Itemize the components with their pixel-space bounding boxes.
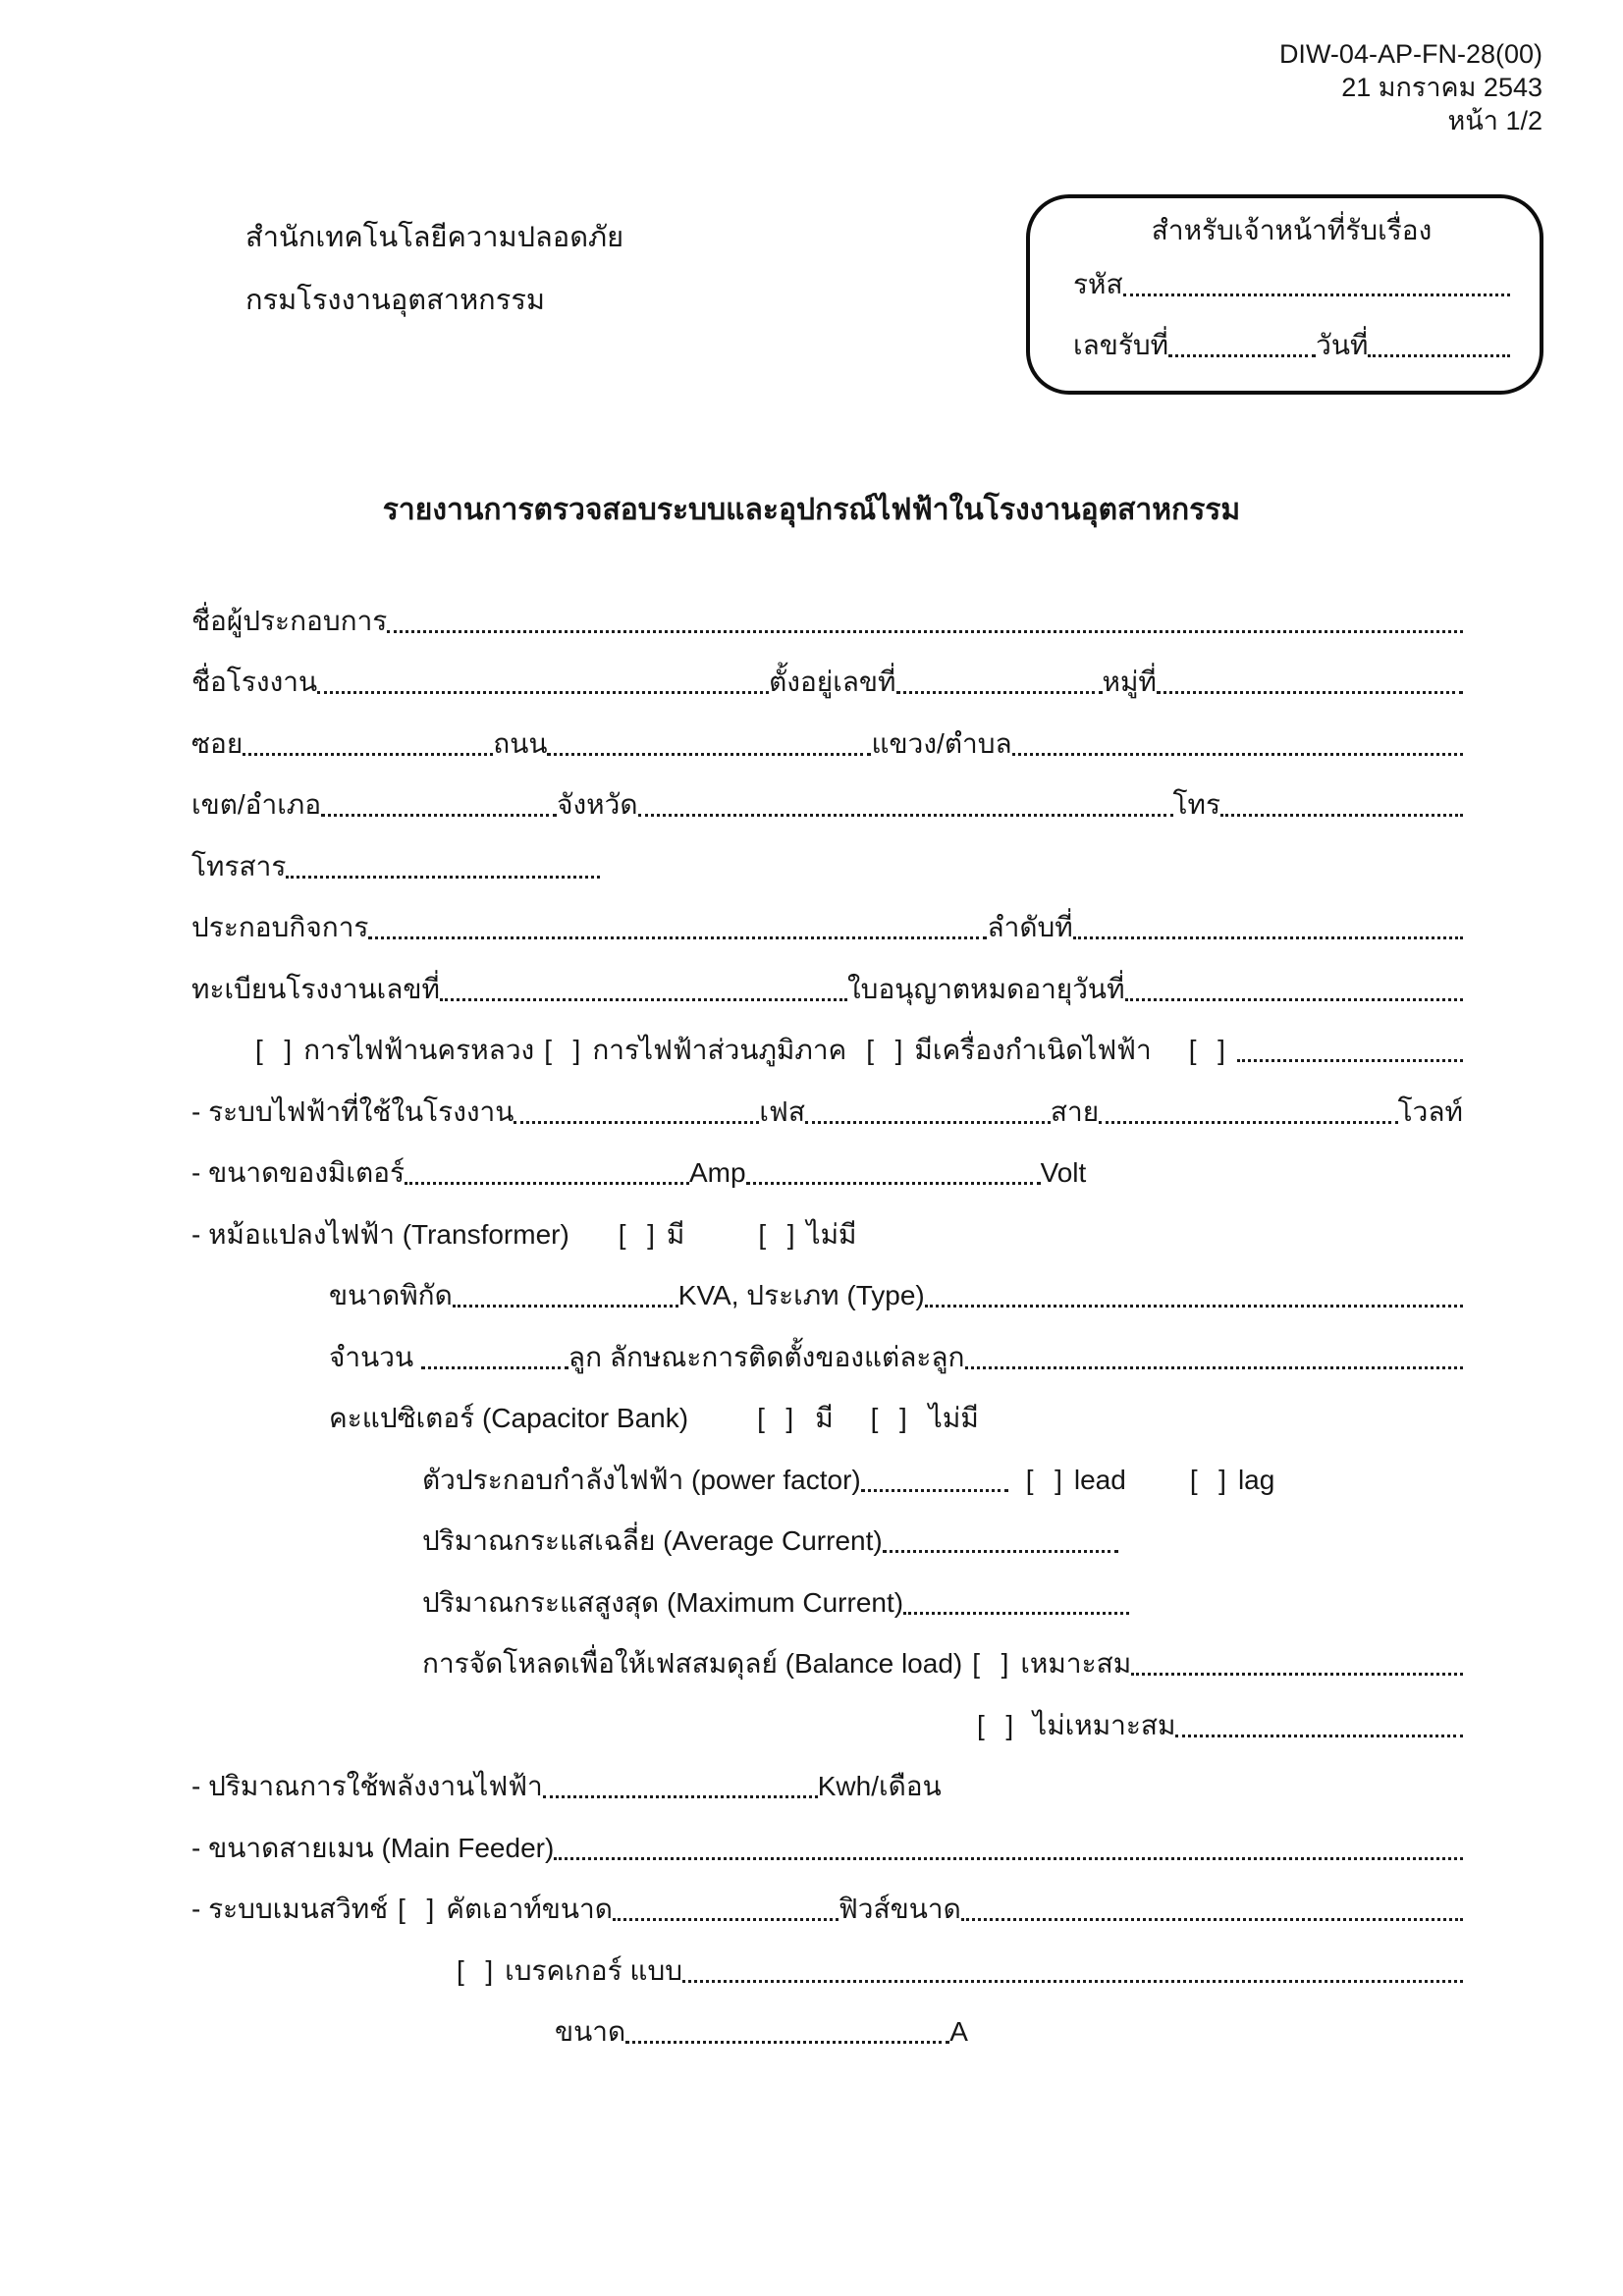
soi-road-subdistrict-label: แขวง/ตำบล [871,727,1012,759]
balance-load-appropriate [0,1630,1623,1692]
factory-electrical-system-label: โวลท์ [1397,1095,1463,1127]
meter-size [0,1140,1623,1201]
balance-load-appropriate-checkbox[interactable]: [ ] [972,1648,1011,1679]
balance-load-inappropriate-blank[interactable] [1175,1735,1463,1737]
soi-road-subdistrict-blank[interactable] [243,753,493,756]
maximum-current-blank[interactable] [903,1612,1129,1615]
main-switch-breaker-blank[interactable] [682,1980,1463,1983]
main-feeder-size-label: - ขนาดสายเมน (Main Feeder) [191,1832,555,1863]
spacer [1152,1077,1179,1078]
power-factor-blank[interactable] [861,1489,1008,1492]
transformer-label: - หม้อแปลงไฟฟ้า (Transformer) [191,1218,569,1250]
official-code-line [1073,251,1510,312]
power-source-checkboxes-checkbox[interactable]: [ ] [255,1035,295,1065]
capacitor-bank [0,1385,1623,1447]
transformer-quantity-label: จำนวน [329,1341,421,1372]
main-feeder-size-blank[interactable] [554,1857,1463,1860]
main-switch-cutout-blank[interactable] [961,1918,1463,1921]
transformer-label: ไม่มี [806,1218,857,1250]
breaker-size-label: ขนาด [555,2016,626,2047]
org-block [245,206,623,332]
factory-name-address-blank[interactable] [317,691,769,694]
code-blank[interactable] [1123,294,1510,296]
transformer-rating-blank[interactable] [925,1305,1463,1308]
main-switch-cutout-label: ฟิวส์ขนาด [838,1894,961,1924]
main-feeder-size [0,1814,1623,1876]
transformer-rating [0,1262,1623,1324]
soi-road-subdistrict-blank[interactable] [1012,753,1463,756]
transformer-label: มี [666,1218,685,1250]
operator-name-blank[interactable] [387,630,1463,633]
spacer [1126,1507,1180,1508]
factory-name-address-blank[interactable] [1157,691,1463,694]
main-switch-cutout-checkbox[interactable]: [ ] [398,1894,437,1924]
operator-name-label: ชื่อผู้ประกอบการ [191,605,388,636]
energy-consumption-blank[interactable] [543,1795,818,1798]
power-source-checkboxes-blank[interactable] [1237,1059,1463,1062]
transformer-quantity [0,1323,1623,1385]
district-province-phone-blank[interactable] [321,814,557,817]
receipt-no-blank[interactable] [1168,354,1316,357]
meter-size-blank[interactable] [746,1182,1041,1185]
main-switch-breaker [0,1937,1623,1999]
factory-electrical-system-label: เฟส [759,1095,805,1127]
power-factor-label: lead [1073,1464,1126,1495]
official-use-box [1026,194,1543,395]
receipt-date-label: วันที่ [1316,330,1369,360]
power-factor [0,1446,1623,1508]
meter-size-blank[interactable] [405,1182,689,1185]
meter-size-label: Volt [1040,1157,1087,1188]
factory-electrical-system [0,1078,1623,1140]
breaker-size-label: A [949,2016,968,2047]
balance-load-inappropriate-label: ไม่เหมาะสม [1033,1709,1176,1740]
receipt-date-blank[interactable] [1368,354,1510,357]
factory-electrical-system-blank[interactable] [1099,1121,1397,1124]
soi-road-subdistrict-label: ซอย [191,727,243,759]
spacer [688,1445,747,1446]
meter-size-label: - ขนาดของมิเตอร์ [191,1157,405,1188]
district-province-phone-blank[interactable] [1220,814,1463,817]
power-source-checkboxes-label: การไฟฟ้าส่วนภูมิภาค [592,1035,847,1065]
code-label: รหัส [1073,269,1123,299]
factory-name-address-label: ตั้งอยู่เลขที่ [769,667,896,697]
balance-load-appropriate-label: เหมาะสม [1020,1648,1132,1679]
average-current-blank[interactable] [883,1550,1118,1553]
factory-registration [0,955,1623,1017]
capacitor-bank-checkbox[interactable]: [ ] [757,1403,796,1433]
transformer-checkbox[interactable]: [ ] [618,1218,657,1250]
document-date: 21 มกราคม 2543 [1341,73,1542,102]
spacer [805,1445,815,1446]
spacer [846,1077,856,1078]
factory-electrical-system-label: สาย [1050,1095,1100,1127]
power-source-checkboxes [0,1017,1623,1079]
power-factor-label: lag [1237,1464,1275,1495]
document-header-meta [1279,37,1542,137]
district-province-phone [0,772,1623,833]
factory-electrical-system-blank[interactable] [514,1121,759,1124]
balance-load-appropriate-label: การจัดโหลดเพื่อให้เฟสสมดุลย์ (Balance load) [422,1648,963,1679]
balance-load-inappropriate [0,1691,1623,1753]
fax-number-blank[interactable] [286,876,600,879]
power-source-checkboxes-checkbox[interactable]: [ ] [1188,1035,1227,1065]
breaker-size-blank[interactable] [625,2041,949,2044]
factory-name-address-label: หมู่ที่ [1102,667,1157,697]
power-factor-checkbox[interactable]: [ ] [1025,1464,1064,1495]
breaker-size [0,1999,1623,2060]
official-receipt-line [1073,312,1510,373]
transformer-rating-label: ขนาดพิกัด [329,1280,453,1310]
business-type-label: ประกอบกิจการ [191,912,369,942]
district-province-phone-blank[interactable] [638,814,1173,817]
balance-load-appropriate-blank[interactable] [1131,1673,1463,1676]
operator-name [0,587,1623,649]
capacitor-bank-checkbox[interactable]: [ ] [870,1403,909,1433]
average-current [0,1508,1623,1570]
meter-size-label: Amp [689,1157,746,1188]
soi-road-subdistrict [0,710,1623,772]
energy-consumption [0,1753,1623,1815]
form-lines [0,587,1623,2059]
factory-registration-label: ใบอนุญาตหมดอายุวันที่ [847,973,1125,1004]
transformer-rating-label: KVA, ประเภท (Type) [677,1280,925,1310]
transformer-quantity-blank[interactable] [965,1366,1463,1369]
district-province-phone-label: เขต/อำเภอ [191,789,322,820]
spacer [569,1261,609,1262]
factory-name-address-blank[interactable] [896,691,1103,694]
document-code: DIW-04-AP-FN-28(00) [1278,39,1542,69]
spacer [1025,1752,1033,1753]
transformer-quantity-blank[interactable] [421,1366,568,1369]
main-switch-cutout-label: - ระบบเมนสวิทช์ [191,1894,389,1924]
power-factor-checkbox[interactable]: [ ] [1189,1464,1228,1495]
capacitor-bank-label: ไม่มี [928,1403,979,1433]
energy-consumption-label: Kwh/เดือน [817,1771,942,1801]
factory-registration-label: ทะเบียนโรงงานเลขที่ [191,973,440,1004]
power-source-checkboxes-label: การไฟฟ้านครหลวง [303,1035,535,1065]
page-number: หน้า 1/2 [1447,106,1542,135]
main-switch-cutout-label: คัตเอาท์ขนาด [446,1894,613,1924]
maximum-current-label: ปริมาณกระแสสูงสุด (Maximum Current) [422,1586,904,1618]
factory-registration-blank[interactable] [1125,998,1463,1001]
spacer [1008,1507,1016,1508]
spacer [919,1445,929,1446]
factory-name-address-label: ชื่อโรงงาน [191,667,318,697]
org-department: กรมโรงงานอุตสาหกรรม [245,285,546,316]
factory-name-address [0,649,1623,711]
transformer [0,1201,1623,1262]
main-switch-cutout [0,1876,1623,1938]
business-type [0,894,1623,956]
spacer [834,1445,861,1446]
energy-consumption-label: - ปริมาณการใช้พลังงานไฟฟ้า [191,1771,543,1801]
district-province-phone-label: โทร [1172,789,1221,820]
power-source-checkboxes-checkbox[interactable]: [ ] [544,1035,583,1065]
main-switch-cutout-blank[interactable] [613,1918,839,1921]
business-type-blank[interactable] [1073,936,1463,939]
power-source-checkboxes-checkbox[interactable]: [ ] [866,1035,905,1065]
factory-electrical-system-blank[interactable] [805,1121,1051,1124]
transformer-rating-blank[interactable] [453,1305,678,1308]
balance-load-inappropriate-checkbox[interactable]: [ ] [977,1709,1016,1740]
maximum-current [0,1569,1623,1630]
power-source-checkboxes-label: มีเครื่องกำเนิดไฟฟ้า [914,1035,1152,1065]
average-current-label: ปริมาณกระแสเฉลี่ย (Average Current) [422,1525,883,1556]
transformer-quantity-label: ลูก ลักษณะการติดตั้งของแต่ละลูก [568,1341,965,1372]
capacitor-bank-label: คะแปซิเตอร์ (Capacitor Bank) [329,1403,689,1433]
district-province-phone-label: จังหวัด [557,789,638,820]
spacer [684,1261,748,1262]
factory-electrical-system-label: - ระบบไฟฟ้าที่ใช้ในโรงงาน [191,1095,514,1127]
receipt-no-label: เลขรับที่ [1073,330,1169,360]
factory-registration-blank[interactable] [440,998,847,1001]
power-factor-label: ตัวประกอบกำลังไฟฟ้า (power factor) [422,1464,861,1495]
soi-road-subdistrict-blank[interactable] [547,753,871,756]
transformer-checkbox[interactable]: [ ] [758,1218,797,1250]
business-type-blank[interactable] [368,936,987,939]
main-switch-breaker-checkbox[interactable]: [ ] [457,1954,496,1986]
capacitor-bank-label: มี [815,1403,834,1433]
fax-number-label: โทรสาร [191,850,287,881]
org-bureau: สำนักเทคโนโลยีความปลอดภัย [245,222,624,253]
soi-road-subdistrict-label: ถนน [493,727,548,759]
official-box-title: สำหรับเจ้าหน้าที่รับเรื่อง [1151,215,1433,245]
fax-number [0,832,1623,894]
main-switch-breaker-label: เบรคเกอร์ แบบ [505,1954,682,1986]
document-title: รายงานการตรวจสอบระบบและอุปกรณ์ไฟฟ้าในโรงงานอุตสาหกรรม [382,494,1241,526]
business-type-label: ลำดับที่ [987,912,1073,942]
